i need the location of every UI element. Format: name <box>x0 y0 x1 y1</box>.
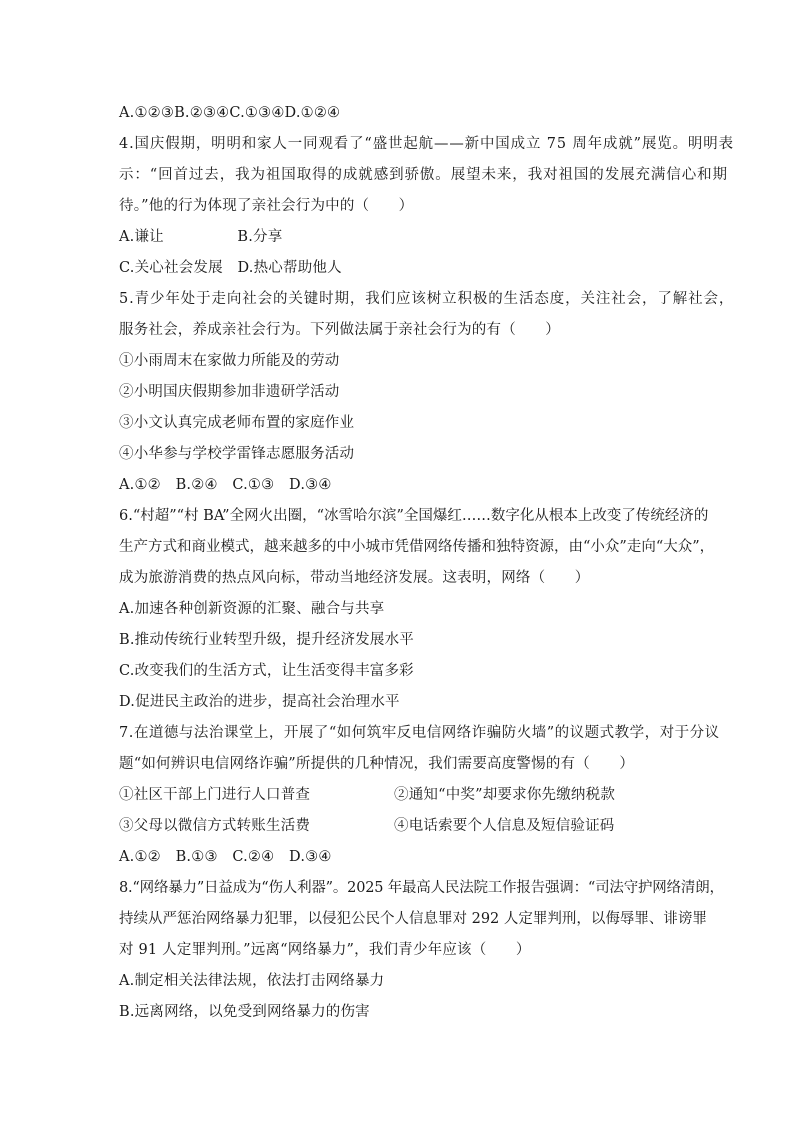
q3-options: A.①②③B.②③④C.①③④D.①②④ <box>119 105 341 121</box>
q5-stem-line-2: 服务社会，养成亲社会行为。下列做法属于亲社会行为的有（ ） <box>119 322 560 338</box>
q6-option-c: C.改变我们的生活方式，让生活变得丰富多彩 <box>119 663 414 679</box>
q7-item-1: ①社区干部上门进行人口普查 <box>119 787 311 803</box>
q5-item-2: ②小明国庆假期参加非遗研学活动 <box>119 384 340 400</box>
q5-item-1: ①小雨周末在家做力所能及的劳动 <box>119 353 340 369</box>
q4-stem-line-1: 4.国庆假期，明明和家人一同观看了“盛世起航——新中国成立 75 周年成就”展览。明明表 <box>119 136 734 152</box>
q6-stem-line-3: 成为旅游消费的热点风向标，带动当地经济发展。这表明，网络（ ） <box>119 570 590 586</box>
q7-items-row-1 <box>119 785 616 805</box>
q7-stem-line-2: 题“如何辨识电信网络诈骗”所提供的几种情况，我们需要高度警惕的有（ ） <box>119 756 635 772</box>
q4-stem-line-2: 示：“回首过去，我为祖国取得的成就感到骄傲。展望未来，我对祖国的发展充满信心和期 <box>119 167 728 183</box>
q7-item-3: ③父母以微信方式转账生活费 <box>119 818 311 834</box>
q7-item-4: ④电话索要个人信息及短信验证码 <box>394 818 615 834</box>
q6-option-b: B.推动传统行业转型升级，提升经济发展水平 <box>119 632 414 648</box>
q4-stem-line-3: 待。”他的行为体现了亲社会行为中的（ ） <box>119 198 414 214</box>
q4-options-ab: A.谦让 B.分享 <box>119 229 283 245</box>
q6-stem-line-2: 生产方式和商业模式，越来越多的中小城市凭借网络传播和独特资源，由“小众”走向“大众”， <box>119 539 715 555</box>
q8-stem-line-1: 8.“网络暴力”日益成为“伤人利器”。2025 年最高人民法院工作报告强调：“司法守护网络清朗， <box>119 880 724 896</box>
q7-item-2: ②通知“中奖”却要求你先缴纳税款 <box>394 787 616 803</box>
q4-options-cd: C.关心社会发展 D.热心帮助他人 <box>119 260 342 276</box>
q7-options: A.①② B.①③ C.②④ D.③④ <box>119 849 332 865</box>
q8-option-a: A.制定相关法律法规，依法打击网络暴力 <box>119 973 385 989</box>
q7-stem-line-1: 7.在道德与法治课堂上，开展了“如何筑牢反电信网络诈骗防火墙”的议题式教学，对于分议 <box>119 725 720 741</box>
q7-items-row-2 <box>119 816 615 836</box>
q5-options: A.①② B.②④ C.①③ D.③④ <box>119 477 332 493</box>
q8-option-b: B.远离网络，以免受到网络暴力的伤害 <box>119 1004 370 1020</box>
q5-item-4: ④小华参与学校学雷锋志愿服务活动 <box>119 446 355 462</box>
q8-stem-line-2: 持续从严惩治网络暴力犯罪，以侵犯公民个人信息罪对 292 人定罪判刑，以侮辱罪、诽谤罪 <box>119 911 707 927</box>
q6-option-a: A.加速各种创新资源的汇聚、融合与共享 <box>119 601 385 617</box>
q8-stem-line-3: 对 91 人定罪判刑。”远离“网络暴力”，我们青少年应该（ ） <box>119 942 531 958</box>
q6-stem-line-1: 6.“村超”“村 BA”全网火出圈，“冰雪哈尔滨”全国爆红……数字化从根本上改变了传统经济的 <box>119 508 709 524</box>
q6-option-d: D.促进民主政治的进步，提高社会治理水平 <box>119 694 400 710</box>
q5-stem-line-1: 5.青少年处于走向社会的关键时期，我们应该树立积极的生活态度，关注社会，了解社会， <box>119 291 735 307</box>
q5-item-3: ③小文认真完成老师布置的家庭作业 <box>119 415 355 431</box>
